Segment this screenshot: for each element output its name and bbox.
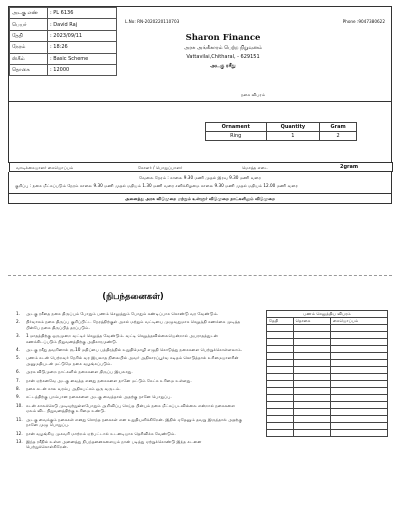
payment-amount-cell[interactable]	[293, 402, 330, 409]
working-hours-line: வேலை நேரம் : காலை 9.30 மணி முதல் இரவு 9.30 மணி வரை	[139, 175, 261, 180]
term-text: கடன் காலக்கெடு முடிவுற்றுள்ளபோதும் அறிவிப்பு செய்த பின்பும் நகை மீட்கப்படவில்லை என்றால் நகைகளை ஏலம் விட நிறுவனத்திற்கு உரிமை உண்டு.	[26, 402, 235, 414]
terms-title: (நிபந்தனைகள்)	[102, 292, 164, 302]
payment-column-header: கையொப்பம்	[330, 318, 387, 325]
payment-row	[267, 339, 388, 346]
company-address: Vattavilai,Chitharal, - 629151	[186, 54, 260, 60]
term-number: 2.	[16, 319, 20, 325]
signature-row	[9, 162, 393, 172]
company-tagline: அரசு அங்கீகாரம் பெற்ற நிறுவனம்	[183, 45, 263, 51]
term-number: 13.	[16, 438, 23, 444]
field-label: தொகை	[10, 64, 48, 75]
license-number: L.No: RN-2020220110703	[125, 19, 180, 24]
term-text: நான் ஏற்கனவே அடகு வைத்த எனது நகைகளை நானே மட்டும் கேட்க உரிமை உள்ளது.	[26, 377, 192, 383]
payment-date-cell[interactable]	[267, 409, 294, 416]
term-item	[16, 403, 244, 414]
payment-signature-cell[interactable]	[330, 339, 387, 346]
terms-list	[16, 311, 244, 453]
payment-amount-cell[interactable]	[293, 346, 330, 353]
payment-row	[267, 402, 388, 409]
payment-row	[267, 381, 388, 388]
field-row	[10, 30, 117, 41]
term-number: 6.	[16, 369, 20, 375]
field-value: : 2023/09/11	[48, 30, 117, 41]
payment-signature-cell[interactable]	[330, 409, 387, 416]
term-number: 1.	[16, 311, 20, 316]
payment-amount-cell[interactable]	[293, 339, 330, 346]
term-text: அடகு ரசீதை நகை திருப்பும் போதும் பணம் செலுத்தும் போதும் கண்டிப்பாக கொண்டு வர வேண்டும்.	[26, 311, 219, 316]
term-number: 7.	[16, 377, 20, 383]
payment-signature-cell[interactable]	[330, 367, 387, 374]
payment-amount-cell[interactable]	[293, 395, 330, 402]
payment-date-cell[interactable]	[267, 430, 294, 437]
field-value: : 18:26	[48, 42, 117, 53]
payment-amount-cell[interactable]	[293, 367, 330, 374]
payment-row	[267, 360, 388, 367]
field-row	[10, 8, 117, 19]
payment-amount-cell[interactable]	[293, 416, 330, 423]
payment-row	[267, 423, 388, 430]
ornament-column-header: Quantity	[266, 123, 320, 132]
payment-date-cell[interactable]	[267, 339, 294, 346]
payment-row	[267, 332, 388, 339]
field-row	[10, 53, 117, 64]
payment-amount-cell[interactable]	[293, 388, 330, 395]
payment-details-table	[266, 310, 388, 437]
ornament-table	[205, 122, 357, 141]
payment-date-cell[interactable]	[267, 367, 294, 374]
payment-amount-cell[interactable]	[293, 374, 330, 381]
payment-date-cell[interactable]	[267, 346, 294, 353]
term-item	[16, 431, 244, 436]
payment-amount-cell[interactable]	[293, 423, 330, 430]
field-row	[10, 42, 117, 53]
payment-amount-cell[interactable]	[293, 430, 330, 437]
term-text: நகை கடன் கால வரம்பு அதிகபட்சம் ஒரு வருடம்.	[26, 386, 121, 392]
payment-date-cell[interactable]	[267, 402, 294, 409]
payment-signature-cell[interactable]	[330, 360, 387, 367]
holiday-notice: அனைத்து அரசு விடுமுறை மற்றும் உள்ளூர் விடுமுறை நாட்களிலும் விடுமுறை	[8, 194, 392, 204]
ornament-cell: 1	[266, 132, 320, 141]
ornament-column-header: Gram	[320, 123, 357, 132]
jewel-section	[8, 88, 392, 170]
field-label: நேரம்	[10, 42, 48, 53]
phone-number: Phone :9047380622	[342, 19, 385, 24]
term-text: அடகு ரசீது தவறினால் ரூ.10 மதிப்பை பத்திரத்தில் உறுதிமொழி எழுதி கொடுத்து நகைகளை பெற்றுக்கொள்ளலாம்.	[26, 347, 243, 353]
payment-row	[267, 416, 388, 423]
ornament-column-header: Ornament	[206, 123, 267, 132]
payment-date-cell[interactable]	[267, 360, 294, 367]
field-row	[10, 64, 117, 75]
payment-amount-cell[interactable]	[293, 353, 330, 360]
total-weight-value: 2gram	[340, 164, 359, 170]
payment-date-cell[interactable]	[267, 353, 294, 360]
officer-label: கோளர் / பொறுப்பாளர்	[138, 165, 183, 170]
payment-signature-cell[interactable]	[330, 325, 387, 332]
payment-date-cell[interactable]	[267, 325, 294, 332]
field-value: : PL 6136	[48, 8, 117, 19]
term-text: நிர்வாகம் நகை திருப்ப குறிப்பிட்ட நேரத்திற்குள் அசல் மற்றும் வட்டியை முழுவதுமாக செலுத்தி கணக்கை முடித்த பின்பே நகை திருப்பித் தரப்படும்.	[26, 319, 241, 330]
payment-amount-cell[interactable]	[293, 360, 330, 367]
payment-date-cell[interactable]	[267, 423, 294, 430]
field-label: ஸ்கீம்	[10, 53, 48, 64]
term-number: 10.	[16, 402, 23, 408]
term-number: 8.	[16, 386, 20, 392]
field-value: : 12000	[48, 64, 117, 75]
ornament-cell: 2	[320, 132, 357, 141]
term-number: 9.	[16, 394, 20, 400]
total-weight-label: மொத்த எடை	[242, 165, 269, 170]
payment-date-cell[interactable]	[267, 332, 294, 339]
payment-signature-cell[interactable]	[330, 374, 387, 381]
payment-signature-cell[interactable]	[330, 416, 387, 423]
term-text: அடகு வைக்கும் நகைகள் எனது சொந்த நகைகள் என உறுதியளிக்கிறேன். இதில் ஏதேனும் தவறு இருந்தால் அதற்கு நானே முழு பொறுப்பு.	[26, 416, 243, 428]
payment-table-title: பணம் செலுத்திய விபரம்	[267, 311, 388, 318]
payment-row	[267, 395, 388, 402]
payment-row	[267, 346, 388, 353]
customer-signature-label: வாடிக்கையாளர் கையொப்பம்	[16, 165, 74, 170]
payment-signature-cell[interactable]	[330, 402, 387, 409]
payment-row	[267, 325, 388, 332]
payment-row	[267, 430, 388, 437]
term-number: 12.	[16, 430, 23, 436]
payment-row	[267, 353, 388, 360]
payment-signature-cell[interactable]	[330, 395, 387, 402]
payment-date-cell[interactable]	[267, 395, 294, 402]
payment-signature-cell[interactable]	[330, 430, 387, 437]
term-text: அரசு விடுமுறை நாட்களில் நகைகளை திருப்ப இயலாது.	[26, 369, 133, 375]
field-label: தேதி	[10, 30, 48, 41]
term-item	[16, 378, 244, 383]
payment-amount-cell[interactable]	[293, 409, 330, 416]
payment-date-cell[interactable]	[267, 388, 294, 395]
receipt-type: அடகு ரசீது	[210, 63, 236, 69]
payment-row	[267, 388, 388, 395]
redemption-hours-note: குறிப்பு : நகை மீட்கப்படும் நேரம் காலை 9.30 மணி முதல் மதியம் 1.30 மணி வரை சனிக்கிழமை காலை 9.30 மணி முதல் மதியம் 12.00 மணி வரை	[15, 183, 298, 189]
payment-signature-cell[interactable]	[330, 423, 387, 430]
working-hours-box	[8, 172, 392, 194]
payment-signature-cell[interactable]	[330, 346, 387, 353]
payment-column-header: தொகை	[293, 318, 330, 325]
field-value: : Basic Scheme	[48, 53, 117, 64]
pledge-fields-table	[9, 7, 117, 76]
term-item	[16, 333, 244, 344]
payment-signature-cell[interactable]	[330, 332, 387, 339]
payment-column-header: தேதி	[267, 318, 294, 325]
term-text: சட்டத்திற்கு புறம்பான நகைகளை அடகு வைத்தால் அதற்கு நானே பொறுப்பு.	[26, 394, 172, 400]
payment-signature-cell[interactable]	[330, 381, 387, 388]
field-label: அடகு எண்	[10, 8, 48, 19]
field-label: பெயர்	[10, 19, 48, 30]
term-number: 3.	[16, 333, 20, 339]
term-item	[16, 355, 244, 366]
payment-date-cell[interactable]	[267, 374, 294, 381]
term-text: 1 மாதத்திற்கு ஒருமுறை வட்டிச் செலுத்த வேண்டும். வட்டி செலுத்தவில்லையென்றால் அபராதத்துடன் கணக்கிடப்படும் நிறுவனத்திற்கு அதிகாரமுண்டு.	[26, 333, 218, 344]
company-name: Sharon Finance	[185, 33, 261, 43]
term-text: இந்த ரசீதில் உள்ள அனைத்து நிபந்தனைகளையும் நான் படித்து ஏற்றுக்கொண்டு இந்த கடனை பெற்றுக்கொள்கிறேன்.	[26, 438, 202, 450]
term-item	[16, 417, 244, 428]
payment-amount-cell[interactable]	[293, 332, 330, 339]
pledge-receipt	[8, 6, 392, 518]
term-text: நான் வழங்கிய முகவரி மாற்றம் ஏற்பட்டால் உடனடியாக தெரிவிக்க வேண்டும்.	[26, 430, 176, 436]
payment-row	[267, 367, 388, 374]
payment-date-cell[interactable]	[267, 381, 294, 388]
cut-line	[8, 275, 392, 276]
field-value: : David Raj	[48, 19, 117, 30]
term-item	[16, 319, 244, 330]
term-text: பணம் கடன் பெற்றவர் நேரில் வர இயலாத நிலையில் அவர் அதிகாரப்பூர்வ கடிதம் கொடுத்தால் உரிமையாளரின் அனுமதியுடன் மட்டுமே நகை வழங்கப்படும்.	[26, 355, 239, 366]
payment-date-cell[interactable]	[267, 416, 294, 423]
term-item	[16, 439, 244, 450]
term-item	[16, 347, 244, 352]
term-item	[16, 369, 244, 374]
payment-amount-cell[interactable]	[293, 325, 330, 332]
ornament-row	[206, 132, 357, 141]
payment-signature-cell[interactable]	[330, 353, 387, 360]
payment-amount-cell[interactable]	[293, 381, 330, 388]
term-item	[16, 386, 244, 391]
term-item	[16, 311, 244, 316]
field-row	[10, 19, 117, 30]
ornament-cell: Ring	[206, 132, 267, 141]
term-number: 5.	[16, 355, 20, 361]
term-number: 4.	[16, 347, 20, 353]
jewel-details-title: நகை விபரம்	[241, 92, 266, 97]
payment-row	[267, 374, 388, 381]
term-item	[16, 394, 244, 399]
payment-row	[267, 409, 388, 416]
term-number: 11.	[16, 416, 23, 422]
payment-signature-cell[interactable]	[330, 388, 387, 395]
